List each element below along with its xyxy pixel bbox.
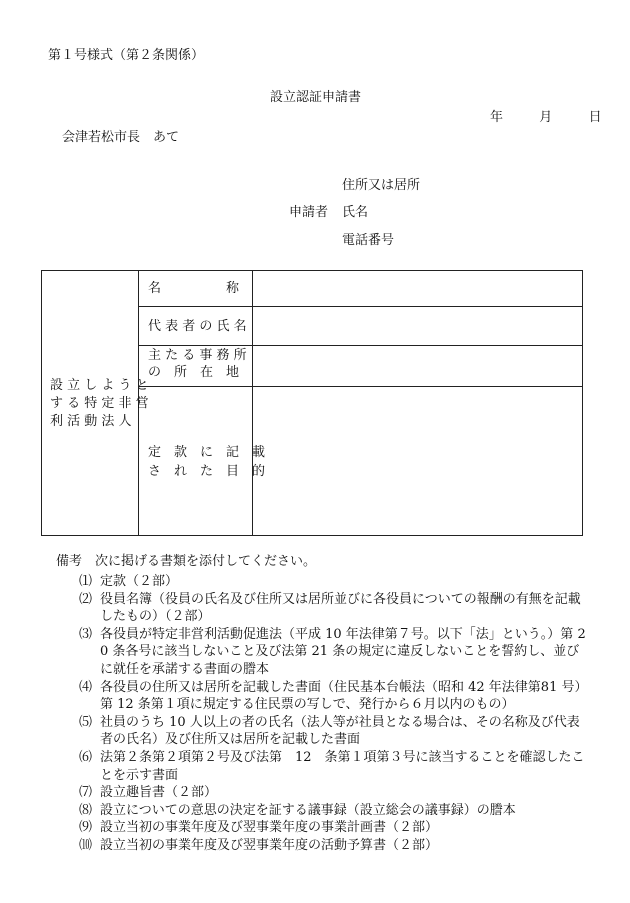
note-text: 社員のうち 10 人以上の者の氏名（法人等が社員となる場合は、その名称及び代表者の氏名）及び住所又は居所を記載した書面 (100, 714, 580, 748)
note-item (56, 714, 586, 749)
note-number: ⑻ (78, 802, 92, 818)
note-text: 設立当初の事業年度及び翌事業年度の事業計画書（２部） (100, 820, 439, 836)
office-address-value-cell[interactable] (253, 346, 582, 386)
note-text: 役員名簿（役員の氏名及び住所又は居所並びに各役員についての報酬の有無を記載したもの）（２部） (100, 591, 581, 625)
applicant-address-label: 住所又は居所 (342, 178, 421, 193)
note-text: 各役員の住所又は居所を記載した書面（住民基本台帳法（昭和 42 年法律第81 号）第 12 条第１項に規定する住民票の写しで、発行から６月以内のもの） (100, 679, 581, 713)
form-number: 第１号様式（第２条関係） (48, 48, 205, 63)
note-item (56, 819, 586, 837)
row-label-representative: 代 表 者 の 氏 名 (148, 319, 247, 334)
note-text: 設立趣旨書（２部） (100, 785, 218, 801)
group-label-line-1: 設 立 し よ う と (50, 378, 149, 393)
npo-info-table (41, 270, 583, 536)
note-number: ⑷ (78, 679, 92, 695)
date-day-label: 日 (588, 110, 602, 125)
note-item (56, 679, 586, 714)
note-item (56, 837, 586, 855)
note-text: 設立当初の事業年度及び翌事業年度の活動予算書（２部） (100, 837, 439, 853)
applicant-phone-label: 電話番号 (342, 233, 395, 248)
note-item (56, 749, 586, 784)
representative-value-cell[interactable] (253, 307, 582, 345)
applicant-role-label: 申請者 (289, 205, 329, 220)
addressee: 会津若松市長 あて (62, 130, 180, 145)
note-number: ⑴ (78, 574, 92, 589)
note-text: 設立についての意思の決定を証する議事録（設立総会の議事録）の謄本 (100, 802, 516, 818)
note-text: 各役員が特定非営利活動促進法（平成 10 年法律第７号。以下「法」という。）第 20 条各号に該当しないこと及び法第 21 条の規定に違反しないことを誓約し、並びに就任を承諾する書面の謄本 (100, 626, 586, 677)
notes-section (56, 553, 586, 855)
row-label-name: 名 称 (148, 281, 240, 296)
note-number: ⑼ (78, 820, 92, 836)
note-number: ⑹ (78, 749, 92, 765)
date-month-label: 月 (539, 110, 553, 125)
note-number: ⑵ (78, 591, 92, 607)
note-number: ⑶ (78, 626, 92, 642)
note-text: 定款（２部） (100, 574, 179, 589)
note-item (56, 802, 586, 820)
document-title: 設立認証申請書 (270, 90, 362, 105)
group-label-line-3: 利 活 動 法 人 (50, 414, 132, 429)
note-item (56, 591, 586, 626)
name-value-cell[interactable] (253, 271, 582, 306)
row-label-purpose-1: 定 款 に 記 載 (148, 445, 266, 460)
purpose-value-cell[interactable] (253, 387, 582, 535)
note-text: 法第２条第２項第２号及び法第 12 条第１項第３号に該当することを確認したことを示す書面 (100, 749, 585, 783)
note-number: ⑽ (78, 837, 92, 853)
applicant-name-label: 氏名 (342, 205, 369, 220)
row-label-office-1: 主 た る 事 務 所 (148, 348, 247, 363)
note-number: ⑺ (78, 785, 92, 801)
row-label-purpose-2: さ れ た 目 的 (148, 464, 266, 479)
note-number: ⑸ (78, 714, 92, 730)
date-year-label: 年 (490, 110, 504, 125)
note-item (56, 784, 586, 802)
notes-heading: 備考 次に掲げる書類を添付してください。 (56, 554, 317, 569)
note-item (56, 573, 586, 591)
note-item (56, 626, 586, 679)
row-label-office-2: の 所 在 地 (148, 365, 240, 380)
group-label-line-2: す る 特 定 非 営 (50, 396, 149, 411)
date-line (490, 110, 602, 126)
